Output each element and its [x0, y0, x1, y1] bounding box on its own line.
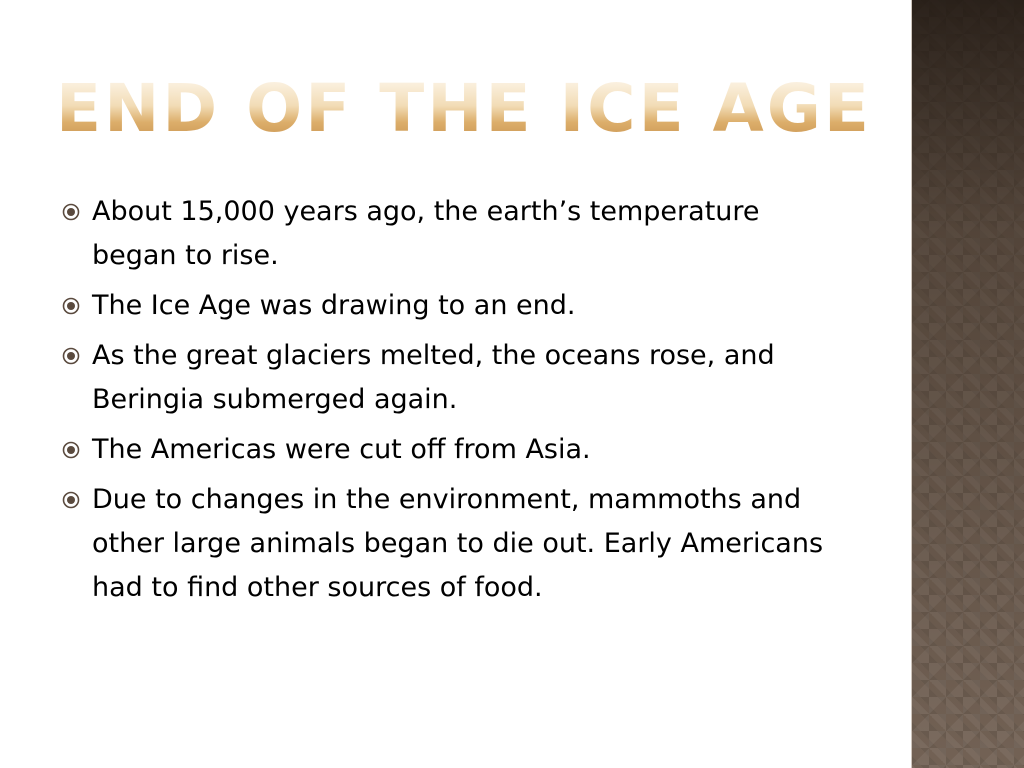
- bullet-item: [62, 334, 852, 422]
- radio-bullet-icon: [62, 297, 80, 315]
- slide-title: END OF THE ICE AGE: [56, 70, 872, 147]
- radio-bullet-icon: [62, 347, 80, 365]
- bullet-text: About 15,000 years ago, the earth’s temperature began to rise.: [92, 196, 760, 271]
- bullet-text: As the great glaciers melted, the oceans rose, and Beringia submerged again.: [92, 340, 775, 415]
- bullet-text: The Americas were cut off from Asia.: [92, 434, 591, 465]
- bullet-item: [62, 428, 852, 472]
- decorative-side-band: [912, 0, 1024, 768]
- bullet-item: [62, 478, 852, 610]
- bullet-item: [62, 284, 852, 328]
- bullet-list: [62, 190, 852, 616]
- radio-bullet-icon: [62, 441, 80, 459]
- bullet-text: Due to changes in the environment, mammoths and other large animals began to die out. Early Americans had to find other sources of food.: [92, 484, 824, 603]
- radio-bullet-icon: [62, 491, 80, 509]
- bullet-text: The Ice Age was drawing to an end.: [92, 290, 576, 321]
- radio-bullet-icon: [62, 203, 80, 221]
- bullet-item: [62, 190, 852, 278]
